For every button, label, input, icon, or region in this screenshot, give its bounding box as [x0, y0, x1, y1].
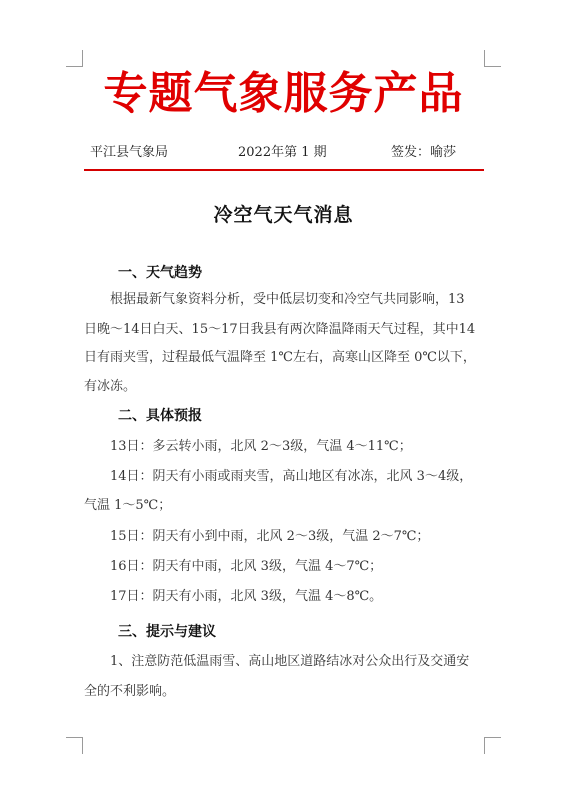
product-header-title: 专题气象服务产品 — [103, 68, 464, 119]
paragraph-line: 日有雨夹雪，过程最低气温降至 1℃左右，高寒山区降至 0℃以下， — [84, 350, 476, 365]
issue-meta-row — [0, 141, 567, 159]
forecast-line: 15日：阴天有小到中雨，北风 2～3级，气温 2～7℃； — [110, 529, 430, 544]
issue-number: 2022年第 1 期 — [238, 145, 327, 160]
section-heading-trend: 一、天气趋势 — [118, 265, 202, 281]
forecast-line: 13日：多云转小雨，北风 2～3级，气温 4～11℃； — [110, 439, 412, 454]
signoff-label: 签发：喻莎 — [391, 145, 457, 160]
document-title: 冷空气天气消息 — [213, 204, 354, 226]
crop-mark-bottom-left — [66, 737, 83, 754]
forecast-line: 16日：阴天有中雨，北风 3级，气温 4～7℃； — [110, 559, 383, 574]
paragraph-line: 日晚～14日白天、15～17日我县有两次降温降雨天气过程，其中14 — [84, 322, 476, 337]
section-heading-forecast: 二、具体预报 — [118, 408, 202, 424]
issuer-label: 平江县气象局 — [90, 145, 169, 160]
forecast-line: 气温 1～5℃； — [84, 498, 172, 513]
paragraph-line: 根据最新气象资料分析，受中低层切变和冷空气共同影响，13 — [110, 292, 465, 307]
crop-mark-top-right — [484, 50, 501, 67]
crop-mark-top-left — [66, 50, 83, 67]
paragraph-line: 有冰冻。 — [84, 379, 137, 394]
advice-line: 全的不利影响。 — [84, 684, 176, 699]
forecast-line: 14日：阴天有小雨或雨夹雪，高山地区有冰冻，北风 3～4级， — [110, 469, 473, 484]
section-heading-advice: 三、提示与建议 — [118, 624, 216, 640]
forecast-line: 17日：阴天有小雨，北风 3级，气温 4～8℃。 — [110, 589, 383, 604]
header-divider — [84, 169, 484, 171]
crop-mark-bottom-right — [484, 737, 501, 754]
advice-line: 1、注意防范低温雨雪、高山地区道路结冰对公众出行及交通安 — [110, 654, 470, 669]
